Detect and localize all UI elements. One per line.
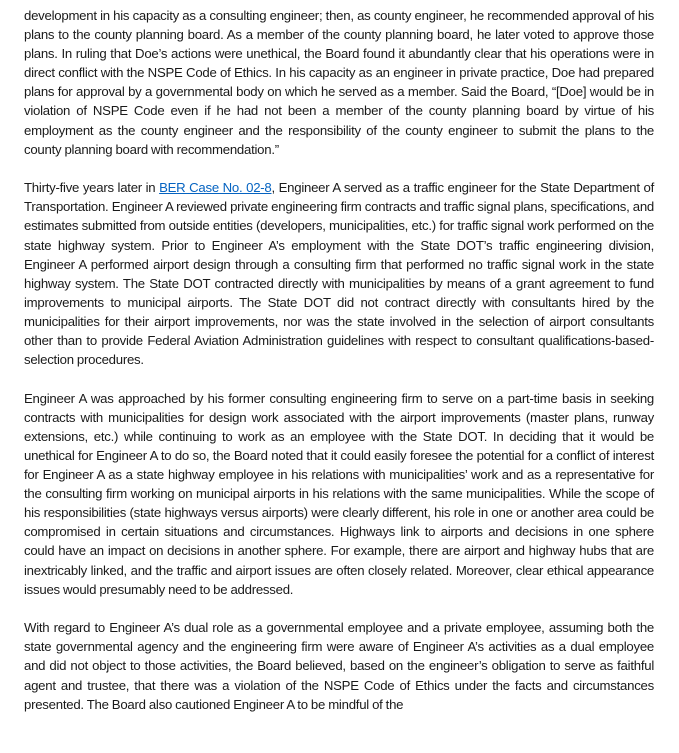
paragraph-doe-case: development in his capacity as a consulting engineer; then, as county engineer, he recommended approval of his plans to the county planning board. As a member of the county planning board, he later voted to approve those plans. In ruling that Doe’s actions were unethical, the Board found it abundantly clear that his operations were in direct conflict with the NSPE Code of Ethics. In his capacity as an engineer in private practice, Doe had prepared plans for approval by a governmental body on which he served as a member. Said the Board, “[Doe] would be in violation of NSPE Code even if he had not been a member of the county planning board by virtue of his employment as the county engineer and the responsibility of the county engineer to submit the plans to the county planning board with recommendation.” xyxy=(24,8,654,157)
paragraph-ber-case-02-8 xyxy=(24,178,654,369)
paragraph-dual-role: With regard to Engineer A’s dual role as a governmental employee and a private employee, assuming both the state governmental agency and the engineering firm were aware of Engineer A’s activities as a dual employee and did not object to those activities, the Board believed, based on the engineer’s obligation to serve as faithful agent and trustee, that there was a violation of the NSPE Code of Ethics under the facts and circumstances presented. The Board also cautioned Engineer A to be mindful of the xyxy=(24,620,654,712)
paragraph-engineer-a-approached: Engineer A was approached by his former consulting engineering firm to serve on a part-time basis in seeking contracts with municipalities for design work associated with the airport improvements (master plans, runway extensions, etc.) while continuing to work as an employee with the State DOT. In deciding that it would be unethical for Engineer A to do so, the Board noted that it could easily foresee the potential for a conflict of interest for Engineer A as a state highway employee in his relations with municipalities’ work and as a representative for the consulting firm working on municipal airports in his relations with the same municipalities. While the scope of his responsibilities (state highways versus airports) were clearly different, his role in one or another area could be compromised in certain situations and circumstances. Highways link to airports and decisions in one sphere could have an impact on decisions in another sphere. For example, there are airport and highway hubs that are inextricably linked, and the traffic and airport issues are often closely related. Moreover, clear ethical appearance issues would presumably need to be addressed. xyxy=(24,390,654,597)
ber-case-02-8-link[interactable]: BER Case No. 02-8 xyxy=(159,180,272,196)
paragraph-text-before-link: Thirty-five years later in xyxy=(24,180,160,196)
paragraph-text-after-link: , Engineer A served as a traffic engineer for the State Department of Transportation. Engineer A reviewed private engineering firm contracts and traffic signal plans, specifications, and estimates submitted from outside entities (developers, municipalities, etc.) for traffic signal work performed on the state highway system. Prior to Engineer A’s employment with the State DOT’s traffic engineering division, Engineer A performed airport design through a consulting firm that performed no traffic signal work in the state highway system. The State DOT contracted directly with municipalities by means of a grant agreement to fund improvements to municipal airports. The State DOT did not contract directly with consultants hired by the municipalities for their airport improvements, nor was the state involved in the selection of airport consultants other than to provide Federal Aviation Administration guidelines with respect to consultant qualifications-based-selection procedures. xyxy=(24,180,654,368)
